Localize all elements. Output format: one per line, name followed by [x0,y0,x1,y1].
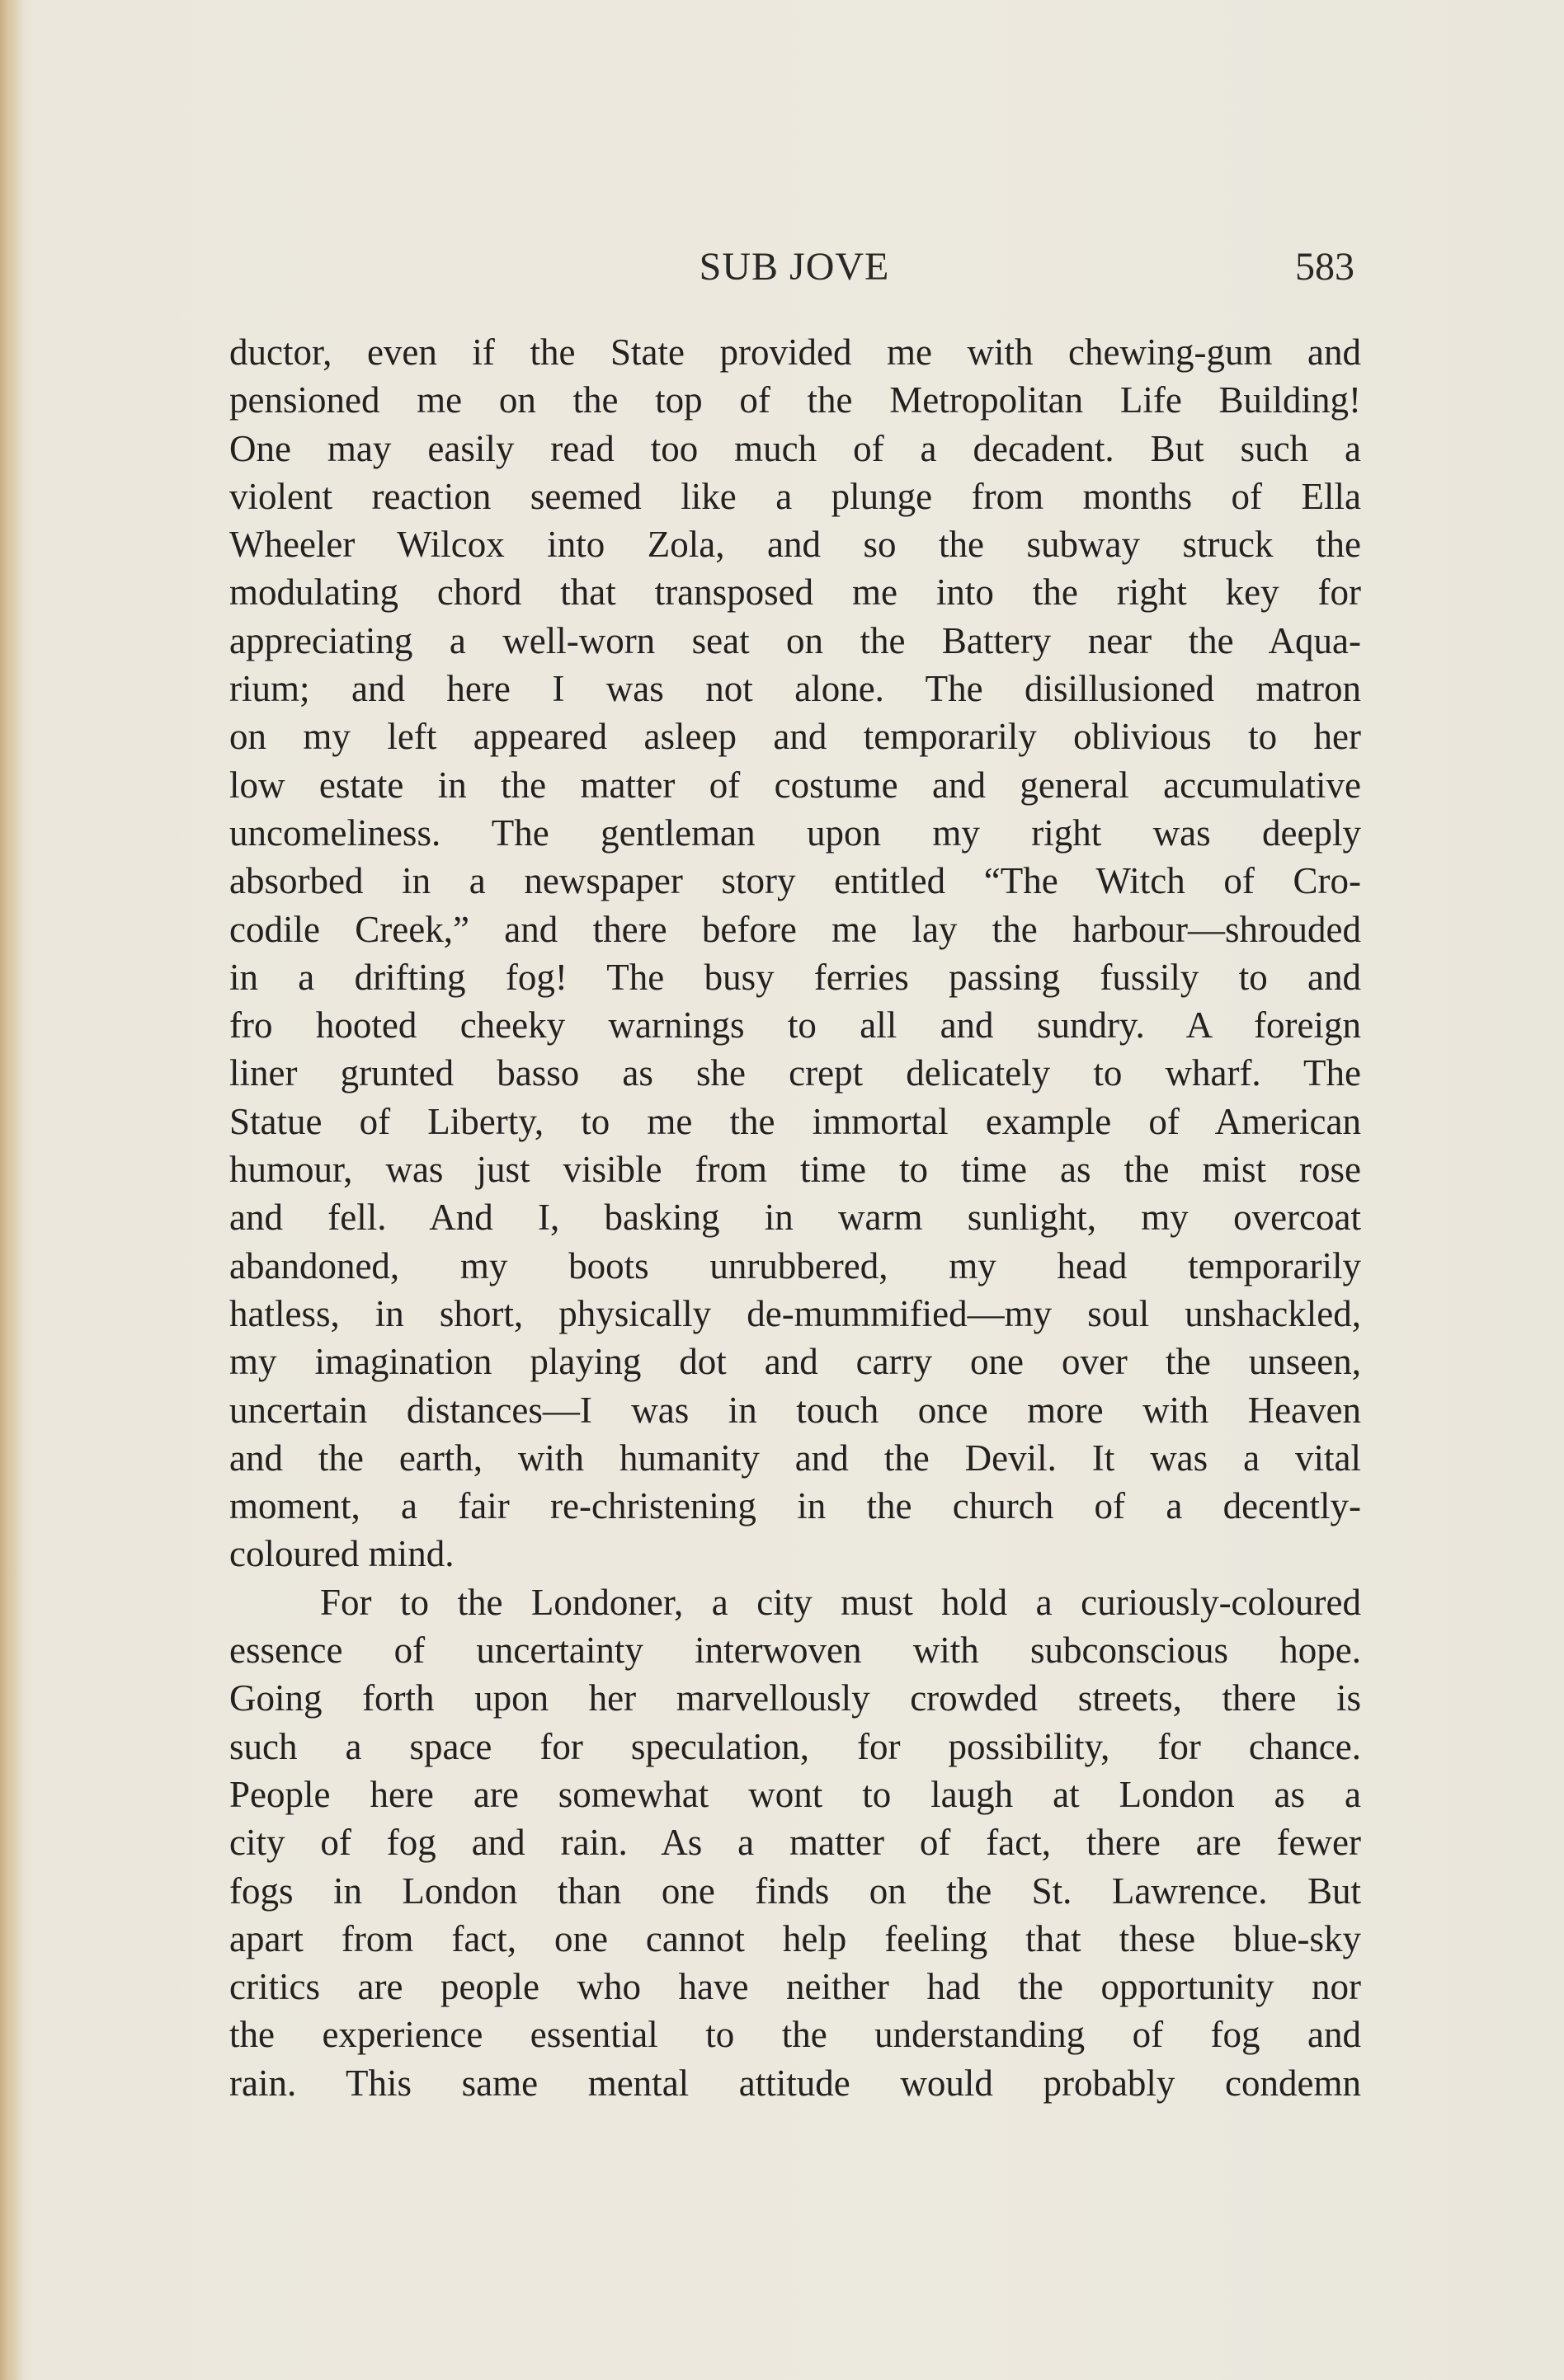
text-line: humour, was just visible from time to time as the mist rose [229,1149,1361,1191]
text-line: such a space for speculation, for possibility, for chance. [229,1725,1361,1767]
text-line: For to the Londoner, a city must hold a curiously-coloured [320,1581,1361,1623]
text-line: modulating chord that transposed me into the right key for [229,571,1361,614]
text-line: People here are somewhat wont to laugh at London as a [229,1773,1361,1815]
paragraph-1 [229,328,1361,1578]
text-line: coloured mind. [229,1533,455,1575]
text-line: rium; and here I was not alone. The disillusioned matron [229,668,1361,710]
running-head [0,244,1564,294]
text-line: the experience essential to the understanding of fog and [229,2014,1361,2056]
text-line: liner grunted basso as she crept delicately to wharf. The [229,1052,1361,1094]
text-line: Statue of Liberty, to me the immortal example of American [229,1100,1361,1142]
text-line: One may easily read too much of a decadent. But such a [229,427,1361,469]
text-line: rain. This same mental attitude would probably condemn [229,2062,1361,2104]
text-line: appreciating a well-worn seat on the Battery near the Aqua- [229,619,1361,661]
text-line: abandoned, my boots unrubbered, my head temporarily [229,1244,1361,1286]
text-line: absorbed in a newspaper story entitled “The Witch of Cro- [229,860,1361,902]
text-line: and the earth, with humanity and the Devil. It was a vital [229,1437,1361,1479]
text-line: uncertain distances—I was in touch once more with Heaven [229,1389,1361,1431]
text-line: fogs in London than one finds on the St. Lawrence. But [229,1870,1361,1912]
text-line: Wheeler Wilcox into Zola, and so the subway struck the [229,524,1361,566]
text-line: critics are people who have neither had the opportunity nor [229,1966,1361,2008]
text-line: fro hooted cheeky warnings to all and sundry. A foreign [229,1004,1361,1047]
body-text [229,328,1361,2107]
text-line: apart from fact, one cannot help feeling that these blue-sky [229,1917,1361,1959]
text-line: low estate in the matter of costume and general accumulative [229,764,1361,806]
text-line: in a drifting fog! The busy ferries passing fussily to and [229,956,1361,998]
paragraph-2 [229,1578,1361,2107]
text-line: hatless, in short, physically de-mummified—my soul unshackled, [229,1292,1361,1334]
text-line: and fell. And I, basking in warm sunlight, my overcoat [229,1197,1361,1239]
text-line: city of fog and rain. As a matter of fact, there are fewer [229,1822,1361,1864]
text-line: on my left appeared asleep and temporarily oblivious to her [229,716,1361,758]
text-line: codile Creek,” and there before me lay the harbour—shrouded [229,908,1361,950]
text-line: pensioned me on the top of the Metropolitan Life Building! [229,379,1361,421]
text-line: uncomeliness. The gentleman upon my right was deeply [229,811,1361,854]
page-number: 583 [1295,245,1354,289]
text-line: my imagination playing dot and carry one over the unseen, [229,1341,1361,1383]
text-line: moment, a fair re-christening in the church of a decently- [229,1485,1361,1527]
text-line: violent reaction seemed like a plunge from months of Ella [229,475,1361,517]
text-line: ductor, even if the State provided me with chewing-gum and [229,332,1361,373]
text-line: Going forth upon her marvellously crowded streets, there is [229,1677,1361,1719]
text-line: essence of uncertainty interwoven with subconscious hope. [229,1630,1361,1672]
page-gutter-shading [0,0,23,2380]
running-head-title: SUB JOVE [699,245,890,289]
